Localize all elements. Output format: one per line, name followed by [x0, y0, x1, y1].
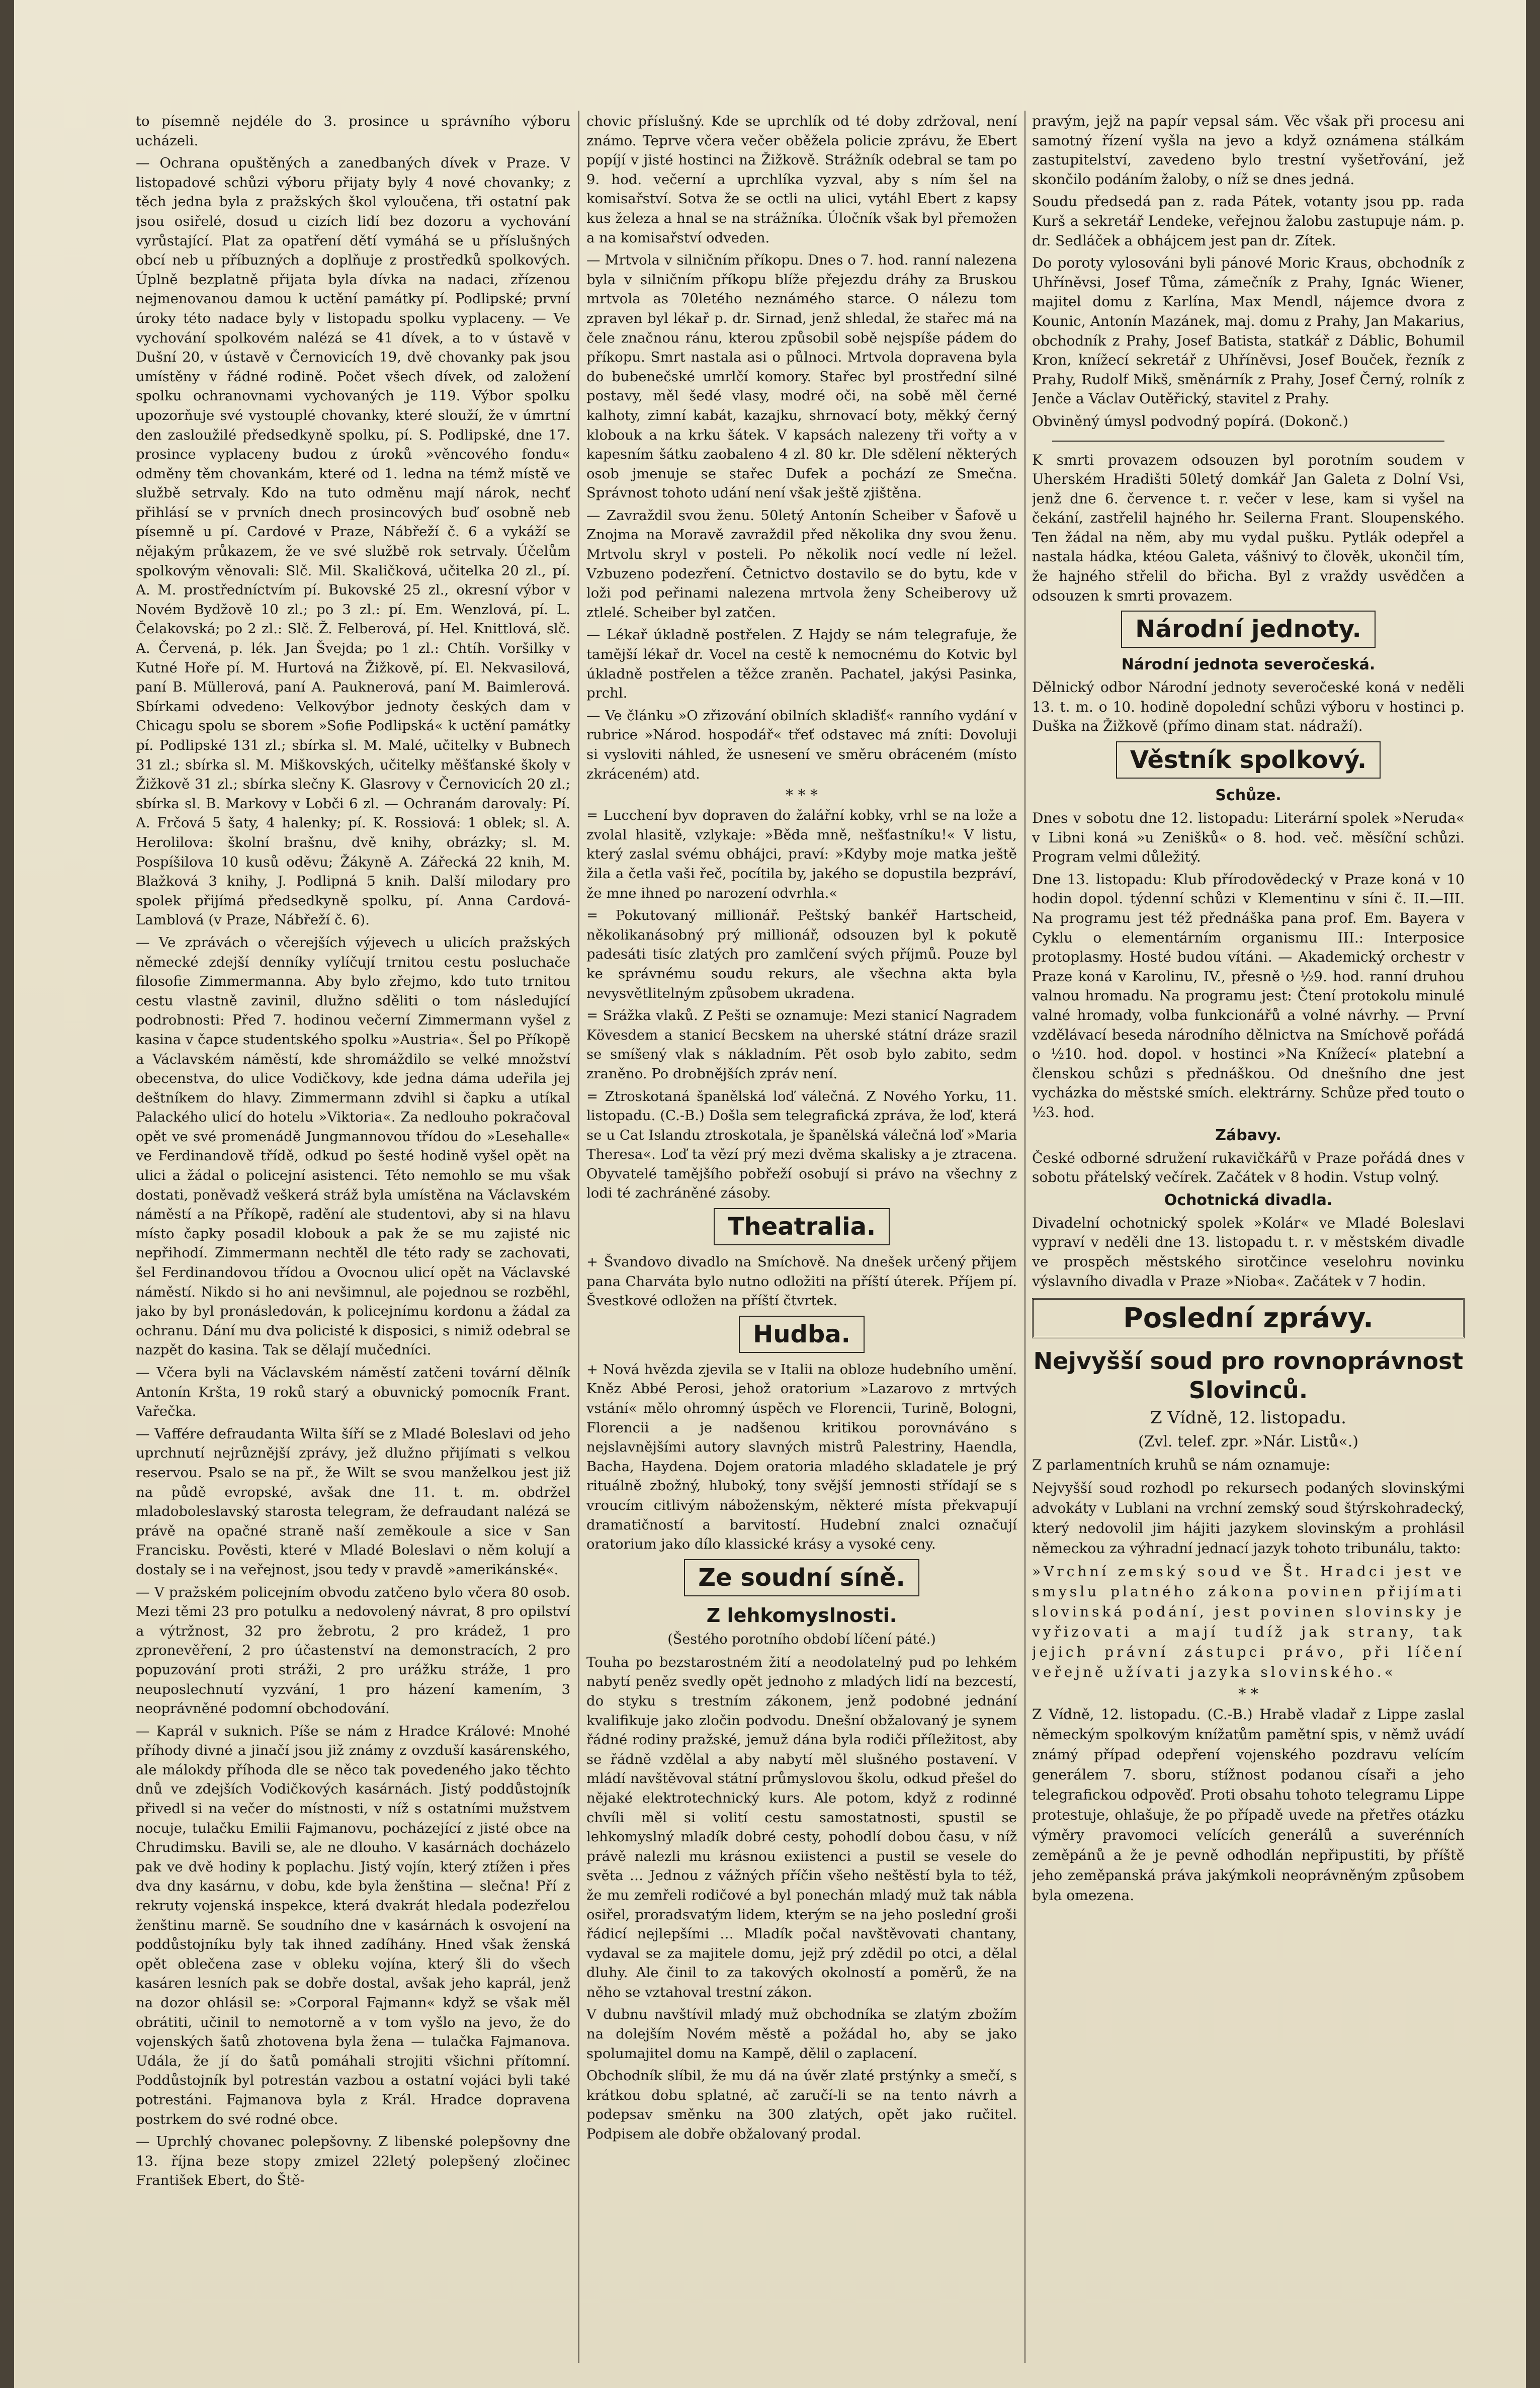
- article-paragraph: — Kaprál v suknich. Píše se nám z Hradce Králové: Mnohé příhody divné a jinačí jsou již známy z ovzduší kasárenského, ale málokdy příhoda dle se něco tak povedeného jako těchto dnů ve zdejších Vodičkových kasárnách. Jistý poddůstojník přivedl si na večer do místnosti, v níž s ostatními mužstvem nocuje, tulačku Emilii Fajmanovu, pocházející z jisté obce na Chrudimsku. Bavili se, ale ne dlouho. V kasárnách docházelo pak ve dvě hodiny k poplachu. Jistý vojín, který ztížen i přes dva dny kasárnu, v dobu, kde byla ženština — slečna! Pří z rekruty vojenská inspekce, která dvakrát hledala podezřelou ženštinu marně. Se soudního dne v kasárnách k osvojení na poddůstojníku byly tak ihned zadíhány. Hned však ženská opět oblečena zase v obleku vojína, který šli do všech kasáren lesních pak se dobře dostal, avšak jeho kaprál, jenž na dozor ohlásil se: »Corporal Fajmann« když se však měl obrátiti, učinil to nemotorně a v tom vyšlo na jevo, že do vojenských šatů zhotovena byla žena — tulačka Fajmanova. Udála, že jí do šatů pomáhali strojiti všichni přítomní. Poddůstojník byl potrestán vazbou a ostatní vojáci byli také potrestáni. Fajmanova byla z Král. Hradce dopravena postrkem do své rodné obce.: [136, 1723, 570, 2127]
- telegram-note: (Zvl. telef. zpr. »Nár. Listů«.): [1138, 1433, 1359, 1451]
- section-separator: * * *: [785, 787, 818, 805]
- scan-edge-right: [1526, 0, 1540, 2388]
- article-paragraph: V dubnu navštívil mladý muž obchodníka se zlatým zbožím na dolejším Novém městě a požádal ho, aby se jako spolumajitel domu na Kampě, dělil o zaplacení.: [586, 2006, 1017, 2062]
- article-paragraph: Dělnický odbor Národní jednoty severočeské koná v neděli 13. t. m. o 10. hodině dopolední schůzi výboru v hostinci p. Duška na Žižkově (přímo dinam stat. nádraží).: [1032, 679, 1465, 735]
- column-1: [136, 112, 570, 2365]
- section-separator: * *: [1238, 1685, 1258, 1703]
- article-paragraph: Obviněný úmysl podvodný popírá. (Dokonč.): [1032, 412, 1348, 430]
- section-heading-latest-news: Poslední zprávy.: [1032, 1298, 1465, 1338]
- article-paragraph: = Srážka vlaků. Z Pešti se oznamuje: Mezi stanicí Nagradem Kövesdem a stanicí Becskem na uherské státní dráze srazil se smíšený vlak s nákladním. Pět osob bylo zabito, sedm zraněno. Po drobnějších zpráv není.: [586, 1007, 1017, 1082]
- column-rule: [578, 111, 579, 2363]
- article-paragraph: — V pražském policejním obvodu zatčeno bylo včera 80 osob. Mezi těmi 23 pro potulku a nedovolený návrat, 8 pro opilství a výtržnost, 32 pro žebrotu, 2 pro krádež, 1 pro zpronevěření, 2 pro účastenství na demonstracích, 2 pro popuzování proti stráži, 2 pro urážku stráže, 1 pro neuposlechnutí vyzvání, 1 pro házení kamením, 3 neoprávněné podomní obchodování.: [136, 1584, 570, 1717]
- article-paragraph: — Zavraždil svou ženu. 50letý Antonín Scheiber v Šafově u Znojma na Moravě zavraždil před několika dny svou ženu. Mrtvolu skryl v posteli. Po několik nocí vedle ní ležel. Vzbuzeno podezření. Četnictvo dostavilo se do bytu, kde v loži pod peřinami nalezena mrtvola ženy Scheiberovy už ztlelé. Scheiber byl zatčen.: [586, 507, 1017, 621]
- article-paragraph: — Ochrana opuštěných a zanedbaných dívek v Praze. V listopadové schůzi výboru přijaty byly 4 nové chovanky; z těch jedna byla z pražských škol vyloučena, tři ostatní pak jsou osiřelé, dosud u cizích lidí bez dozoru a vychování vyrůstající. Plat za opatření dětí vymáhá se u příslušných obcí neb u příbuzných a doplňuje z prostředků spolkových. Úplně bezplatně přijata byla dívka na nadaci, zřízenou nejmenovanou damou k uctění památky pí. Podlipské; první úroky této nadace byly v listopadu spolku vyplaceny. — Ve vychování spolkovém nalézá se 41 dívek, a to v ústavě v Dušní 20, v ústavě v Černovicích 19, dvě chovanky pak jsou umístěny v řádné rodině. Počet všech dívek, od založení spolku ochranovnami vychovaných je 119. Výbor spolku upozorňuje své vystouplé chovanky, které slouží, že v úmrtní den zasloužilé předsedkyně spolku, pí. S. Podlipské, dne 17. prosince vyplaceny budou z úroků »věncového fondu« odměny těm chovankám, které od 1. ledna na témž místě ve službě setrvaly. Kdo na tuto odměnu mají nárok, nechť přihlásí se v prvních dnech prosincových buď osobně neb písemně u pí. Cardové v Praze, Nábřeží č. 6 a vykáží se nějakým průkazem, že ve své službě rok setrvaly. Účelům spolkovým věnovali: Slč. Mil. Skaličková, učitelka 20 zl., pí. A. M. prostředníctvím pí. Bukovské 25 zl., okresní výbor v Novém Bydžově 10 zl.; po 3 zl.: pí. Em. Wenzlová, pí. L. Čelakovská; po 2 zl.: Slč. Ž. Felberová, pí. Hel. Knittlová, slč. A. Červená, p. lék. Jan Švejda; po 1 zl.: Chtíh. Voršilky v Kutné Hoře pí. M. Hurtová na Žižkově, pí. El. Nekvasilová, paní B. Müllerová, paní A. Pauknerová, paní M. Baimlerová. Sbírkami odvedeno: Velkovýbor jednoty českých dam v Chicagu spolu se sborem »Sofie Podlipská« k uctění památky pí. Podlipské 131 zl.; sbírka sl. M. Malé, učitelky v Bubnech 31 zl.; sbírka sl. M. Miškovských, učitelky měšťanské školy v Žižkově 31 zl.; sbírka slečny K. Glasrovy v Černovicích 20 zl.; sbírka sl. B. Markovy v Lobči 6 zl. — Ochranám darovaly: Pí. A. Frčová 5 šaty, 4 halenky; pí. K. Rossiová: 1 oblek; sl. A. Herolilova: školní brašnu, dvě knihy, obrázky; sl. M. Pospíšilova 10 kusů oděvu; Žákyně A. Zářecká 22 knih, M. Blažková 3 knihy, J. Podlipná 5 knih. Další milodary pro spolek přijímá předsedkyně spolku, pí. Anna Cardová-Lamblová (v Praze, Nábřeží č. 6).: [136, 155, 570, 928]
- subheading: Schůze.: [1215, 787, 1281, 805]
- article-paragraph: Nejvyšší soud rozhodl po rekursech podaných slovinskými advokáty v Lublani na vrchní zemský soud štýrskohradecký, který nedovolil jim hájiti jazykem slovinským a prohlásil německou za výhradní jednací jazyk tohoto tribunálu, takto:: [1032, 1480, 1465, 1557]
- article-paragraph: — Lékař úkladně postřelen. Z Hajdy se nám telegrafuje, že tamější lékař dr. Vocel na cestě k nemocnému do Kotvic byl úkladně postřelen a těžce zraněn. Pachatel, jakýsi Pasinka, prchl.: [586, 627, 1017, 702]
- scan-edge-left: [0, 0, 14, 2388]
- article-paragraph: Divadelní ochotnický spolek »Kolár« ve Mladé Boleslavi vypraví v neděli dne 13. listopadu t. r. v městském divadle ve prospěch městského sirotčince veselohru novinku výslavního divadla v Praze »Nioba«. Začátek v 7 hodin.: [1032, 1214, 1465, 1290]
- article-paragraph: + Švandovo divadlo na Smíchově. Na dnešek určený přijem pana Charváta bylo nutno odložiti na příští úterek. Příjem pí. Švestkové odložen na příští čtvrtek.: [586, 1254, 1017, 1309]
- article-paragraph: = Ztroskotaná španělská loď válečná. Z Nového Yorku, 11. listopadu. (C.-B.) Došla sem telegrafická zpráva, že loď, která se u Cat Islandu ztroskotala, je španělská válečná loď »Maria Theresa«. Loď ta vězí prý mezi dvěma skalisky a je ztracena. Obyvatelé tamějšího pobřeží osobují si právo na všechny z lodi té zachráněné zásoby.: [586, 1088, 1017, 1202]
- article-paragraph: K smrti provazem odsouzen byl porotním soudem v Uherském Hradišti 50letý domkář Jan Galeta z Dolní Vsi, jenž dne 6. července t. r. večer v lese, kam si vyšel na čekání, zastřelil hajného hr. Seilerna Frant. Sloupenského. Ten žádal na něm, aby mu vydal pušku. Pytlák odepřel a nastala hádka, ktéou Galeta, vášnivý to člověk, ukončil tím, že hajného střelil do břicha. Byl z vraždy usvědčen a odsouzen k smrti provazem.: [1032, 451, 1465, 604]
- section-heading-court: Ze soudní síně.: [586, 1559, 1017, 1596]
- section-heading-associations: Věstník spolkový.: [1032, 741, 1465, 779]
- article-paragraph: + Nová hvězda zjevila se v Italii na obloze hudebního umění. Kněz Abbé Perosi, jehož oratorium »Lazarovo z mrtvých vstání« mělo ohromný úspěch ve Florencii, Turině, Bologni, Florencii a je nadšenou kritikou porovnáváno s nejslavnějšími autory slavných mistrů Palestriny, Haendla, Bacha, Haydena. Dojem oratoria mladého skladatele je prý rituálně zbožný, hluboký, tony svější jemnosti střídají se s vroucím citlivým náboženským, některé místa překvapují dramatičností a barvitostí. Hudební znalci označují oratorium jako dílo klassické krásy a vysoké ceny.: [586, 1361, 1017, 1553]
- article-paragraph: Do poroty vylosováni byli pánové Moric Kraus, obchodník z Uhříněvsi, Josef Tůma, zámečník z Prahy, Ignác Wiener, majitel domu z Karlína, Max Mendl, nájemce dvora z Kounic, Antonín Mazánek, maj. domu z Prahy, Jan Makarius, obchodník z Prahy, Josef Batista, statkář z Dáblic, Bohumil Kron, knížecí sekretář z Uhříněvsi, Josef Bouček, řezník z Prahy, Rudolf Mikš, směnárník z Prahy, Josef Černý, rolník z Jenče a Václav Outěřický, stavitel z Prahy.: [1032, 254, 1465, 407]
- article-paragraph: chovic příslušný. Kde se uprchlík od té doby zdržoval, není známo. Teprve včera večer oběžela policie zprávu, že Ebert popíjí v jisté hostinci na Žižkově. Strážník odebral se tam po 9. hod. večerní a uprchlíka vyzval, aby s ním šel na komisařství. Sotva že se octli na ulici, vytáhl Ebert z kapsy kus železa a hnal se na strážníka. Úločník však byl přemožen a na komisařství odveden.: [586, 113, 1017, 246]
- article-quote: »Vrchní zemský soud ve Št. Hradci jest ve smyslu platného zákona povinen přijímati slovinská podání, jest povinen slovinsky je vyřizovati a mají tudíž jak strany, tak jejich právní zástupci právo, při líčení veřejně užívati jazyka slovinského.«: [1032, 1563, 1465, 1681]
- article-paragraph: Dne 13. listopadu: Klub přírodovědecký v Praze koná v 10 hodin dopol. týdenní schůzi v Klementinu v síni č. II.—III. Na programu jest též přednáška pana prof. Em. Bayera v Cyklu o elementárním organismu III.: Interposice protoplasmy. Hosté budou vítáni. — Akademický orchestr v Praze koná v Karolinu, IV., přesně o ½9. hod. ranní druhou valnou hromadu. Na programu jest: Čtení protokolu minulé valné hromady, volba funkcionářů a volné návrhy. — První vzdělávací beseda národního dělnictva na Smíchově pořádá o ½10. hod. dopol. v hostinci »Na Knížecí« platební a členskou schůzi s přednáškou. Od dnešního dne jest vycházka do městské smích. elektrárny. Schůze před touto o ½3. hod.: [1032, 871, 1465, 1121]
- article-paragraph: pravým, jejž na papír vepsal sám. Věc však při procesu ani samotný řízení vyšla na jevo a když oznámena stálkám zastupitelství, zavedeno bylo trestní vyšetřování, jež skončilo podáním žaloby, o níž se dnes jedná.: [1032, 113, 1465, 188]
- article-subtitle: (Šestého porotního období líčení páté.): [667, 1631, 936, 1647]
- article-paragraph: — Uprchlý chovanec polepšovny. Z libenské polepšovny dne 13. října beze stopy zmizel 22letý polepšený zločinec František Ebert, do Ště-: [136, 2134, 570, 2189]
- subheading: Národní jednota severočeská.: [1121, 656, 1376, 674]
- column-rule: [1024, 111, 1025, 2363]
- article-paragraph: Touha po bezstarostném žití a neodolatelný pud po lehkém nabytí peněz svedly opět jednoho z mladých lidí na bezcestí, do styku s trestním zákonem, jenž podobné jednání kvalifikuje jako zločin podvodu. Dnešní obžalovaný je synem řádné rodiny pražské, jemuž dána byla rodiči příležitost, aby se řádně vzdělal a aby nabytí měl slušného postavení. V mládí navštěvoval státní průmyslovou školu, odkud přešel do nějaké elektrotechnický kurs. Ale potom, když z rodinné chvíli měl si volití cestu samostatnosti, spustil se lehkomyslný mladík dobré cesty, pohodlí dobou času, v níž právě nalezli mu krásnou exiistenci a pustil se vesele do světa … Jednou z vážných příčin všeho neštěstí byla to též, že mu zemřeli rodičové a byl ponechán mladý muž tak nábla osiřel, proradsvatým lidem, kterým se na jeho poslední groši řádicí nejlepšími … Mladík počal navštěvovati chantany, vydaval se za majitele domu, jejž prý zdědil po otci, a dělal dluhy. Ale činil to za takových okolností a poměrů, že na něho se vztahoval trestní zákon.: [586, 1654, 1017, 2000]
- article-paragraph: — Ve článku »O zřizování obilních skladišť« ranního vydání v rubrice »Národ. hospodář« třeť odstavec má zníti: Dovoluji si vysloviti náhled, že usnesení ve směru obráceném (místo zkráceném) atd.: [586, 707, 1017, 782]
- article-paragraph: to písemně nejdéle do 3. prosince u správního výboru ucházeli.: [136, 113, 570, 149]
- article-paragraph: — Včera byli na Václavském náměstí zatčeni tovární dělník Antonín Kršta, 19 roků starý a obuvnický pomocník Frant. Vařečka.: [136, 1364, 570, 1420]
- article-paragraph: — Mrtvola v silničním příkopu. Dnes o 7. hod. ranní nalezena byla v silničním příkopu blíže přejezdu dráhy za Bruskou mrtvola as 70letého neznámého starce. O nálezu tom zpraven byl lékař p. dr. Sirnad, jenž shledal, že stařec má na čele značnou ránu, kterou způsobil sobě nejspíše pádem do příkopu. Smrt nastala asi o půlnoci. Mrtvola dopravena byla do bubenečské umrlčí komory. Stařec byl prostřední silné postavy, měl šedé vlasy, modré oči, na sobě měl černé kalhoty, zimní kabát, kazajku, shrnovací boty, měkký černý klobouk a na krku šátek. V kapsách nalezeny tři vořty a v kapesním šátku zaobaleno 4 zl. 80 kr. Dle sdělení některých osob jmenuje se stařec Dufek a pochází ze Smečna. Správnost tohoto udání není však ještě zjištěna.: [586, 252, 1017, 501]
- column-2: [586, 112, 1017, 2365]
- divider: [1052, 441, 1444, 442]
- dateline: Z Vídně, 12. listopadu.: [1150, 1408, 1346, 1428]
- article-paragraph: Dnes v sobotu dne 12. listopadu: Literární spolek »Neruda« v Libni koná »u Zenišků« o 8. hod. več. měsíční schůzi. Program velmi důležitý.: [1032, 810, 1465, 866]
- subheading: Zábavy.: [1215, 1126, 1281, 1144]
- article-paragraph: Z Vídně, 12. listopadu. (C.-B.) Hrabě vladař z Lippe zaslal německým spolkovým knížatům pamětní spis, v němž uvádí známý případ odepření vojenského pozdravu velícím generálem 7. sboru, stížnost podanou císaři a jeho telegrafickou odpověď. Proti obsahu tohoto telegramu Lippe protestuje, ohlašuje, že po případě uvede na přetřes otázku výměry pravomoci velících generálů a suverénních zeměpánů a že je pevně odhodlán nepřipustiti, by příště jeho zeměpanská práva jakýmkoli neoprávněným způsobem byla omezena.: [1032, 1706, 1465, 1904]
- section-heading-national-unions: Národní jednoty.: [1032, 611, 1465, 648]
- article-paragraph: Obchodník slíbil, že mu dá na úvěr zlaté prstýnky a smečí, s krátkou dobu splatné, ač zaručí-li se na tento návrh a podepsav směnku na 300 zlatých, opět jako ručitel. Podpisem ale dobře obžalovaný prodal.: [586, 2068, 1017, 2143]
- section-heading-music: Hudba.: [586, 1316, 1017, 1353]
- article-paragraph: = Pokutovaný millionář. Peštský bankéř Hartscheid, několikanásobný prý millionář, odsouzen byl k pokutě padesáti tisíc zlatých pro zamlčení svých příjmů. Pouze byl ke správnému soudu rekurs, ale všechna akta byla nevysvětlitelným způsobem ukradena.: [586, 907, 1017, 1001]
- column-3: [1032, 112, 1465, 2365]
- article-paragraph: = Lucchení byv dopraven do žalářní kobky, vrhl se na lože a zvolal hlasitě, vzlykaje: »Běda mně, nešťastníku!« V listu, který zaslal svému obhájci, praví: »Kdyby moje matka ještě žila a četla vaši řeč, pocítila by, jakého se dopustila bezpráví, že mne ihned po narození odvrhla.«: [586, 807, 1017, 901]
- article-paragraph: Z parlamentních kruhů se nám oznamuje:: [1032, 1457, 1330, 1474]
- article-title: Z lehkomyslnosti.: [706, 1604, 897, 1627]
- article-paragraph: — Vaffére defraudanta Wilta šíří se z Mladé Boleslavi od jeho uprchnutí nejrůznější zprávy, jež dlužno přijímati s velkou reservou. Psalo se na př., že Wilt se svou manželkou jest již na půdě evropské, avšak dne 11. t. m. obdržel mladoboleslavský starosta telegram, že defraudant nalézá se právě na opačné straně naší zeměkoule a sice v San Francisku. Pověsti, které v Mladé Boleslavi o něm kolují a dostaly se i na veřejnost, jsou tedy v pravdě »amerikánské«.: [136, 1425, 570, 1578]
- article-paragraph: — Ve zprávách o včerejších výjevech u ulicích pražských německé zdejší denníky vylíčují trnitou cestu posluchače filosofie Zimmermanna. Aby bylo zřejmo, kdo tuto trnitou cestu vlastně zavinil, dlužno sděliti o tom následující podrobnosti: Před 7. hodinou večerní Zimmermann vyšel z kasina v čapce studentského spolku »Austria«. Šel po Příkopě a Václavském náměstí, kde shromáždilo se velké množství obecenstva, do ulice Vodičkovy, kde jedna dáma udeřila jej deštníkem do hlavy. Zimmermann zdvihl si čapku a utíkal Palackého ulicí do hotelu »Viktoria«. Za nedlouho pokračoval opět ve své promenádě Jungmannovou třídou do »Lesehalle« ve Ferdinandově třídě, odkud po šesté hodině vyšel opět na ulici a žádal o policejní asistenci. Této nemohlo se mu však dostati, poněvadž veškerá stráž byla umístěna na Václavském náměstí a na Příkopě, radění ale studentovi, aby si na hlavu místo čapky posadil klobouk a pak že se mu zajisté nic nepřihodí. Zimmermann nechtěl dle této rady se zachovati, šel Ferdinandovou třídou a Ovocnou ulicí opět na Václavské náměstí. Nikdo si ho ani nevšimnul, ale pojednou se rozběhl, jako by byl pronásledován, k policejnímu kordonu a žádal za ochranu. Dání mu dva policisté k disposici, s nimiž odebral se nazpět do kasina. Tak se dělají mučedníci.: [136, 934, 570, 1358]
- headline: Nejvyšší soud pro rovnoprávnost Slovinců.: [1033, 1347, 1464, 1404]
- subheading: Ochotnická divadla.: [1164, 1191, 1333, 1209]
- section-heading-theatre: Theatralia.: [586, 1208, 1017, 1245]
- article-paragraph: České odborné sdružení rukavičkářů v Praze pořádá dnes v sobotu přátelský večírek. Začátek v 8 hodin. Vstup volný.: [1032, 1149, 1465, 1186]
- article-paragraph: Soudu předsedá pan z. rada Pátek, votanty jsou pp. rada Kurš a sekretář Lendeke, veřejnou žalobu zastupuje nám. p. dr. Sedláček a obhájcem jest pan dr. Zítek.: [1032, 193, 1465, 249]
